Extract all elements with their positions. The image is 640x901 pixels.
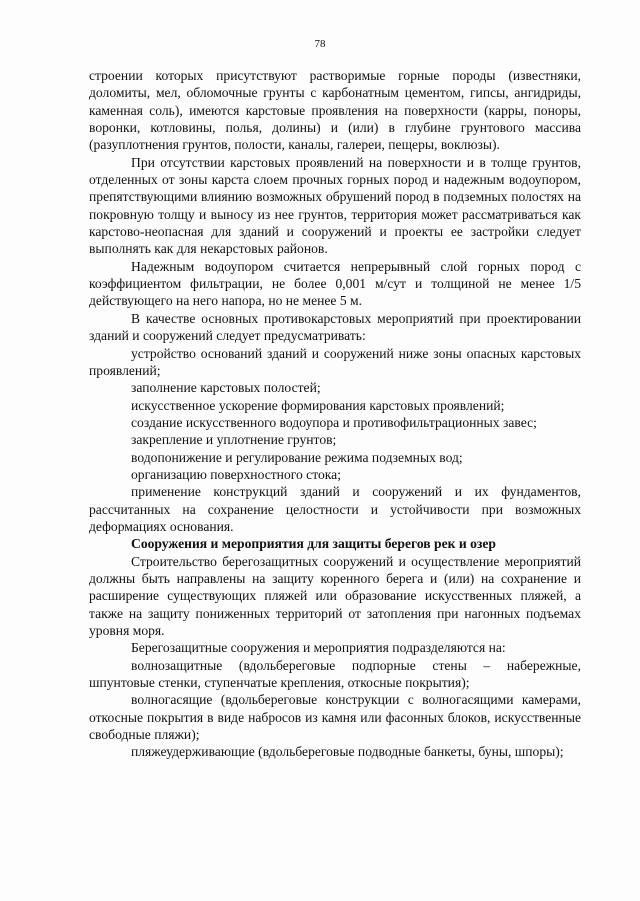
page-body xyxy=(89,67,581,761)
list-item: волнозащитные (вдольбереговые подпорные стены – набережные, шпунтовые стенки, ступенчатые крепления, откосные покрытия); xyxy=(89,657,581,691)
list-item: устройство оснований зданий и сооружений ниже зоны опасных карстовых проявлений; xyxy=(89,345,581,378)
paragraph: В качестве основных противокарстовых мероприятий при проектировании зданий и сооружений следует предусматривать: xyxy=(89,310,581,344)
list-item: заполнение карстовых полостей; xyxy=(131,380,321,396)
list-item: искусственное ускорение формирования карстовых проявлений; xyxy=(131,397,505,413)
paragraph: Надежным водоупором считается непрерывный слой горных пород с коэффициентом фильтрации, не более 0,001 м/сут и толщиной не менее 1/5 действующего на него напора, но не менее 5 м. xyxy=(89,258,581,309)
list-item: волногасящие (вдольбереговые конструкции с волногасящими камерами, откосные покрытия в виде наброcов из камня или фасонных блоков, искусственные свободные пляжи); xyxy=(89,692,581,743)
list-item: создание искусственного водоупора и противофильтрационных завес; xyxy=(131,414,537,430)
page-number: 78 xyxy=(314,38,326,50)
list-item: пляжеудерживающие (вдольбереговые подводные банкеты, буны, шпоры); xyxy=(131,744,564,760)
paragraph: Берегозащитные сооружения и мероприятия подразделяются на: xyxy=(131,640,506,656)
list-item: организацию поверхностного стока; xyxy=(131,466,341,482)
list-item: водопонижение и регулирование режима подземных вод; xyxy=(131,449,463,465)
paragraph: Строительство берегозащитных сооружений и осуществление мероприятий должны быть направлены на защиту коренного берега и (или) на сохранение и расширение существующих пляжей или образование искусственных пляжей, а также на защиту пониженных территорий от затопления при нагонных подъемах уровня моря. xyxy=(89,553,581,638)
list-item: применение конструкций зданий и сооружений и их фундаментов, рассчитанных на сохранение целостности и устойчивости при возможных деформациях основания. xyxy=(89,484,581,534)
paragraph: При отсутствии карстовых проявлений на поверхности и в толще грунтов, отделенных от зоны карста слоем прочных горных пород и надежным водоупором, препятствующими влиянию возможных обрушений пород в подземных полостях на покровную толщу и выносу из нее грунтов, территория может рассматриваться как карстово-неопасная для зданий и сооружений и проекты ее застройки следует выполнять как для некарстовых районов. xyxy=(89,154,581,257)
section-heading: Сооружения и мероприятия для защиты берегов рек и озер xyxy=(131,536,496,552)
paragraph: строении которых присутствуют растворимые горные породы (известняки, доломиты, мел, обломочные грунты с карбонатным цементом, гипсы, ангидриды, каменная соль), имеются карстовые проявления на поверхности (карры, поноры, воронки, котловины, полья, долины) и (или) в глубине грунтового массива (разуплотнения грунтов, полости, каналы, галереи, пещеры, воклюзы). xyxy=(89,68,581,153)
list-item: закрепление и уплотнение грунтов; xyxy=(131,432,337,448)
